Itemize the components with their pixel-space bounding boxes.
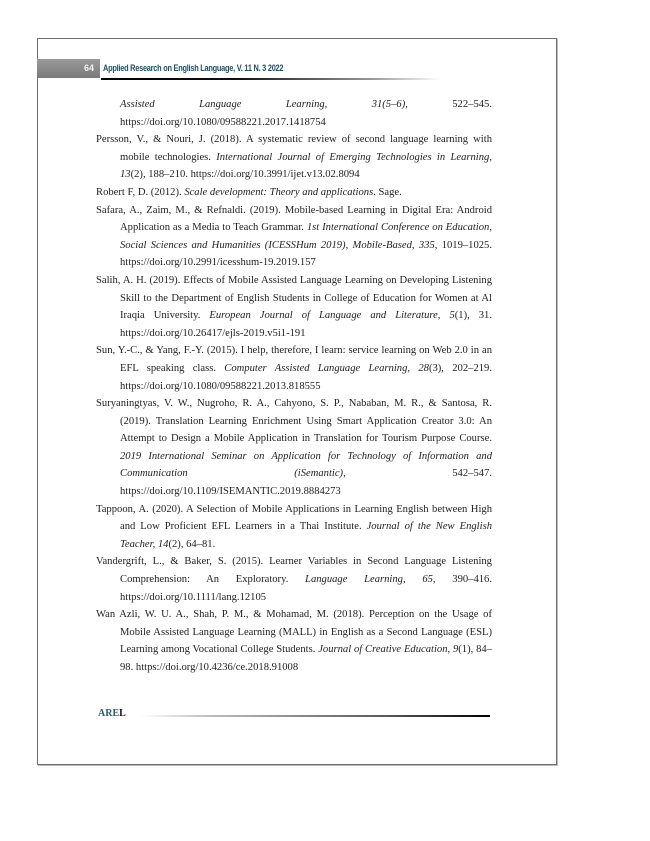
- ref-source-details: (2), 188–210. https://doi.org/10.3991/ijet.v13.02.8094: [130, 169, 360, 181]
- reference-entry: [96, 501, 492, 554]
- ref-source: Journal of the New English Teacher, 14: [120, 521, 492, 550]
- ref-title: Mobile-based Learning in Digital Era: Android Application as a Media to Teach Grammar.: [120, 204, 492, 234]
- ref-source: Computer Assisted Language Learning, 28: [224, 362, 429, 374]
- ref-source: Journal of Creative Education, 9: [318, 644, 459, 656]
- reference-entry: [96, 395, 492, 501]
- ref-source: 2019 International Seminar on Application for Technology of Information and Communication (iSemantic): [120, 450, 492, 480]
- ref-source-details: . Sage.: [373, 186, 402, 198]
- ref-source: European Journal of Language and Literature, 5: [209, 310, 455, 322]
- reference-entry: [96, 202, 492, 272]
- running-header-title: Applied Research on English Language, V. 11 N. 3 2022: [103, 63, 284, 73]
- ref-authors: Salih, A. H. (2019).: [96, 274, 181, 286]
- reference-entry: [96, 272, 492, 342]
- source-pages: 522–545.: [452, 99, 492, 110]
- source-word: Language: [199, 99, 242, 110]
- ref-source-details: (3), 202–219. https://doi.org/10.1080/09588221.2013.818555: [120, 362, 492, 392]
- ref-title: A systematic review of second language learning with mobile technologies.: [120, 134, 492, 163]
- ref-title: Translation Learning Enrichment Using Smart Application Creator 3.0: An Attempt to Design a Mobile Application in Translation for Tourism Purpose Course.: [120, 415, 492, 445]
- continued-source-line: [120, 96, 492, 114]
- ref-authors: Tappoon, A. (2020).: [96, 503, 184, 515]
- doi-link[interactable]: https://doi.org/10.1080/09588221.2017.1418754: [120, 116, 326, 128]
- reference-list: [96, 96, 492, 677]
- page-number: 64: [37, 59, 100, 78]
- ref-source: International Journal of Emerging Technologies in Learning, 13: [120, 151, 492, 181]
- reference-entry: [96, 553, 492, 606]
- ref-source-details: (2), 64–81.: [168, 538, 216, 550]
- source-word: Assisted: [120, 99, 155, 110]
- reference-entry: [96, 342, 492, 395]
- ref-source-details: , 1019–1025. https://doi.org/10.2991/icesshum-19.2019.157: [120, 239, 492, 269]
- ref-authors: Sun, Y.-C., & Yang, F.-Y. (2015).: [96, 345, 238, 357]
- ref-title: Perception on the Usage of Mobile Assisted Language Learning (MALL) in English as a Second Language (ESL) Learning among Vocational College Students.: [120, 609, 492, 656]
- ref-authors: Safara, A., Zaim, M., & Refnaldi. (2019).: [96, 204, 281, 216]
- logo-suffix: L: [119, 708, 126, 719]
- journal-logo: [98, 708, 126, 719]
- ref-authors: Wan Azli, W. U. A., Shah, P. M., & Mohamad, M. (2018).: [96, 609, 365, 621]
- ref-title: Learner Variables in Second Language Listening Comprehension: An Exploratory.: [120, 556, 492, 586]
- header-rule: [101, 78, 441, 80]
- reference-entry: [96, 606, 492, 676]
- ref-title: I help, therefore, I learn: service learning on Web 2.0 in an EFL speaking class.: [120, 345, 492, 374]
- ref-authors: Vandergrift, L., & Baker, S. (2015).: [96, 556, 264, 568]
- ref-source: 1st International Conference on Education, Social Sciences and Humanities (ICESSHum 2019), Mobile-Based, 335: [120, 222, 492, 251]
- source-volume: 31(5–6),: [371, 99, 408, 110]
- logo-prefix: ARE: [98, 708, 120, 719]
- reference-continued: [96, 96, 492, 131]
- ref-authors: Persson, V., & Nouri, J. (2018).: [96, 134, 242, 146]
- ref-source-details: (1), 31. https://doi.org/10.26417/ejls-2019.v5i1-191: [120, 310, 492, 339]
- ref-source-details: , 390–416. https://doi.org/10.1111/lang.12105: [120, 574, 492, 603]
- ref-source: Language Learning, 65: [305, 574, 433, 586]
- ref-authors: Suryaningtyas, V. W., Nugroho, R. A., Cahyono, S. P., Nababan, M. R., & Santosa, R. (2019).: [96, 398, 492, 427]
- ref-source-details: (1), 84–98. https://doi.org/10.4236/ce.2018.91008: [120, 644, 492, 673]
- ref-title: Effects of Mobile Assisted Language Learning on Developing Listening Skill to the Department of English Students in College of Education for Women at Al Iraqia University.: [120, 274, 492, 322]
- source-word: Learning,: [285, 99, 328, 110]
- ref-authors: Robert F, D. (2012).: [96, 186, 185, 198]
- footer-rule: [140, 715, 490, 717]
- reference-entry: [96, 184, 492, 202]
- ref-source-details: , 542–547. https://doi.org/10.1109/ISEMANTIC.2019.8884273: [120, 468, 492, 498]
- ref-source: Scale development: Theory and applications: [184, 186, 374, 198]
- ref-title: A Selection of Mobile Applications in Learning English between High and Low Proficient EFL Learners in a Thai Institute.: [120, 503, 492, 533]
- reference-entry: [96, 131, 492, 184]
